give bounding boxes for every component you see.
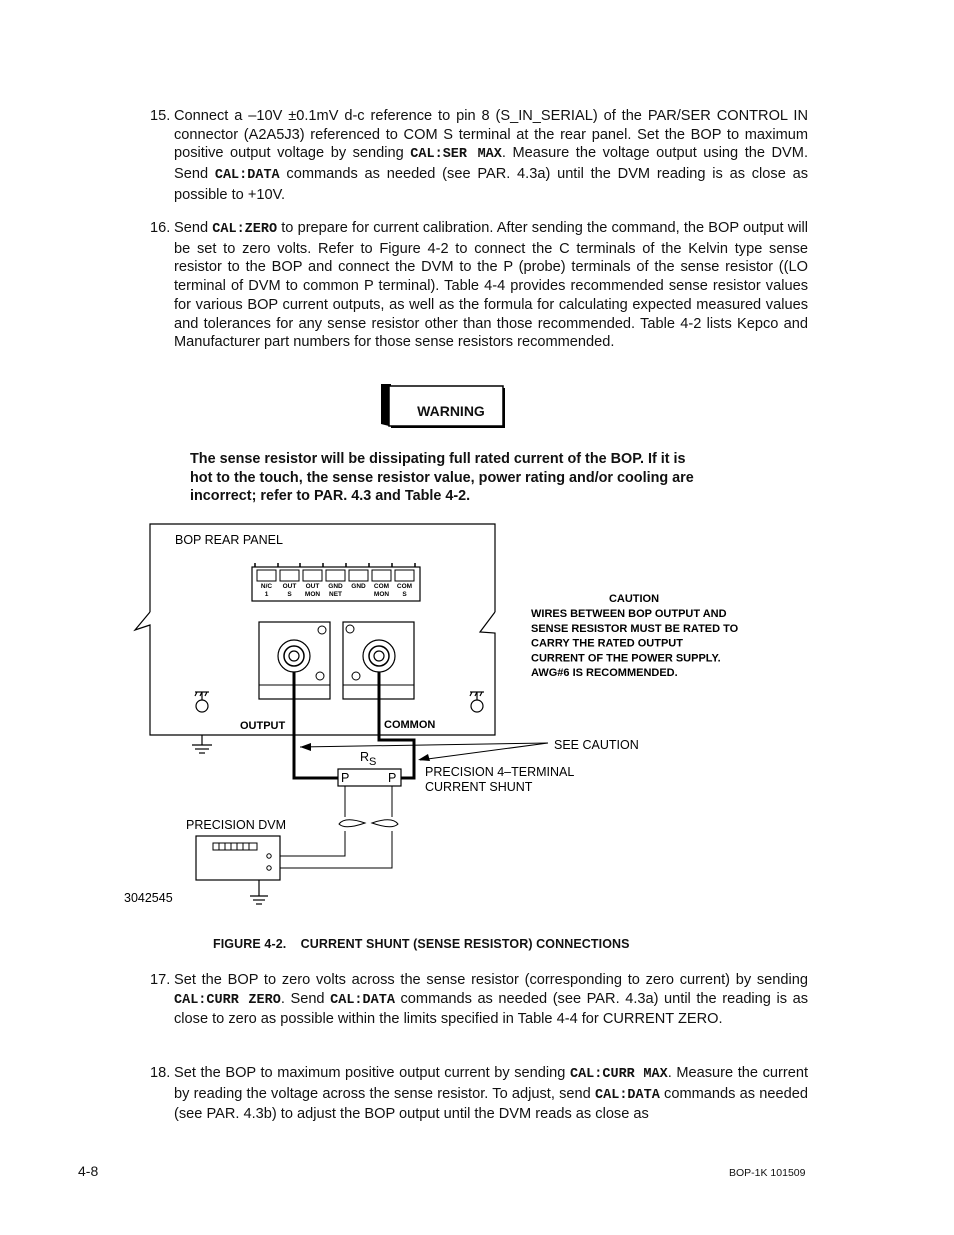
warning-text: The sense resistor will be dissipating full rated current of the BOP. If it is hot to the touch, the sense resistor value, power rating and/or cooling are incorrect; refer to PAR. 4.3 and Table 4-2. [190, 451, 694, 504]
page-number: 4-8 [78, 1163, 99, 1179]
body-text: Connect a –10V ±0.1mV d-c reference to pin 8 (S_IN_SERIAL) of the PAR/SER CONTROL IN connector (A2A5J3) referenced to COM S terminal at the rear panel. Set the BOP to maximum positive output voltage by sending [174, 108, 808, 162]
step-number: 17. [150, 972, 171, 988]
drawing-number: 3042545 [124, 891, 173, 905]
body-text: Set the BOP to maximum positive output current by sending [174, 1065, 570, 1081]
figure-caption: FIGURE 4-2. CURRENT SHUNT (SENSE RESISTOR) CONNECTIONS [213, 937, 630, 951]
shunt-label-1: PRECISION 4–TERMINAL [425, 765, 575, 779]
command-text: CAL:DATA [214, 168, 280, 184]
command-text: CAL:ZERO [212, 222, 278, 237]
warning-label: WARNING [417, 403, 485, 419]
caution-line: CURRENT OF THE POWER SUPPLY. [531, 652, 721, 665]
terminal-label: COM [373, 583, 390, 590]
terminal-label: OUT [305, 583, 320, 590]
p-left-label: P [341, 771, 350, 785]
output-label: OUTPUT [240, 720, 286, 732]
step-number: 15. [150, 108, 171, 124]
step-17 [150, 971, 808, 1029]
command-text: CAL:DATA [595, 1087, 660, 1103]
terminal-sublabel: MON [373, 591, 390, 598]
command-text: CAL:SER MAX [410, 147, 502, 163]
rs-subscript: S [369, 756, 377, 768]
terminal-label: GND [351, 583, 366, 590]
body-text: . Measure the current by reading the voltage across the sense resistor. To adjust, send [174, 1065, 808, 1102]
terminal-label: GND [328, 583, 343, 590]
step-text [150, 1064, 808, 1124]
terminal-label: N/C [260, 583, 273, 590]
terminal-label: COM [396, 583, 413, 590]
p-right-label: P [388, 771, 397, 785]
body-text: commands as needed (see PAR. 4.3a) until the DVM reading is as close as possible to +10V. [174, 166, 808, 203]
caution-line: AWG#6 IS RECOMMENDED. [531, 667, 678, 680]
shunt-label-2: CURRENT SHUNT [425, 780, 533, 794]
common-label: COMMON [384, 719, 436, 731]
step-18 [150, 1064, 808, 1124]
caution-line: CARRY THE RATED OUTPUT [531, 637, 683, 650]
rs-label: R [360, 750, 370, 764]
body-text: . Send [280, 990, 331, 1007]
see-caution-label: SEE CAUTION [554, 738, 639, 752]
body-text: commands as needed (see PAR. 4.3a) until the reading is as close to zero as possible within the limits specified in Table 4-4 for CURRENT ZERO. [174, 990, 808, 1028]
step-number: 18. [150, 1065, 171, 1081]
terminal-sublabel: 1 [264, 591, 269, 598]
doc-id: BOP-1K 101509 [729, 1167, 806, 1179]
terminal-sublabel: MON [304, 591, 321, 598]
body-text: Send [174, 220, 213, 236]
command-text: CAL:DATA [330, 992, 395, 1008]
command-text: CAL:CURR MAX [569, 1067, 668, 1082]
body-text: Set the BOP to zero volts across the sense resistor (corresponding to zero current) by sending [174, 972, 808, 988]
terminal-label: OUT [282, 583, 297, 590]
step-number: 16. [150, 220, 171, 236]
body-text: to prepare for current calibration. After sending the command, the BOP output will be set to zero volts. Refer to Figure 4-2 to connect the C terminals of the Kelvin type sense resistor to the BOP and connect the DVM to the P (probe) terminals of the sense resistor ((LO terminal of DVM to common P terminal). Table 4-4 provides recommended sense resistor values for various BOP current outputs, as well as the formula for calculating expected measured values and tolerances for any sense resistor other than those recommended. Table 4-2 lists Kepco and Manufacturer part numbers for those sense resistors recommended. [174, 220, 809, 351]
panel-title: BOP REAR PANEL [175, 533, 283, 547]
body-text: . Measure the voltage output using the DVM. Send [174, 145, 808, 183]
body-text: commands as needed (see PAR. 4.3b) to adjust the BOP output until the DVM reads as close as [174, 1085, 808, 1123]
caution-line: SENSE RESISTOR MUST BE RATED TO [531, 622, 739, 635]
terminal-sublabel: S [402, 591, 407, 598]
dvm-label: PRECISION DVM [186, 818, 287, 832]
caution-title: CAUTION [608, 593, 660, 605]
step-text [150, 971, 808, 1029]
command-text: CAL:CURR ZERO [174, 992, 281, 1008]
terminal-sublabel: NET [329, 591, 342, 598]
terminal-sublabel: S [287, 591, 292, 598]
caution-line: WIRES BETWEEN BOP OUTPUT AND [531, 608, 727, 620]
